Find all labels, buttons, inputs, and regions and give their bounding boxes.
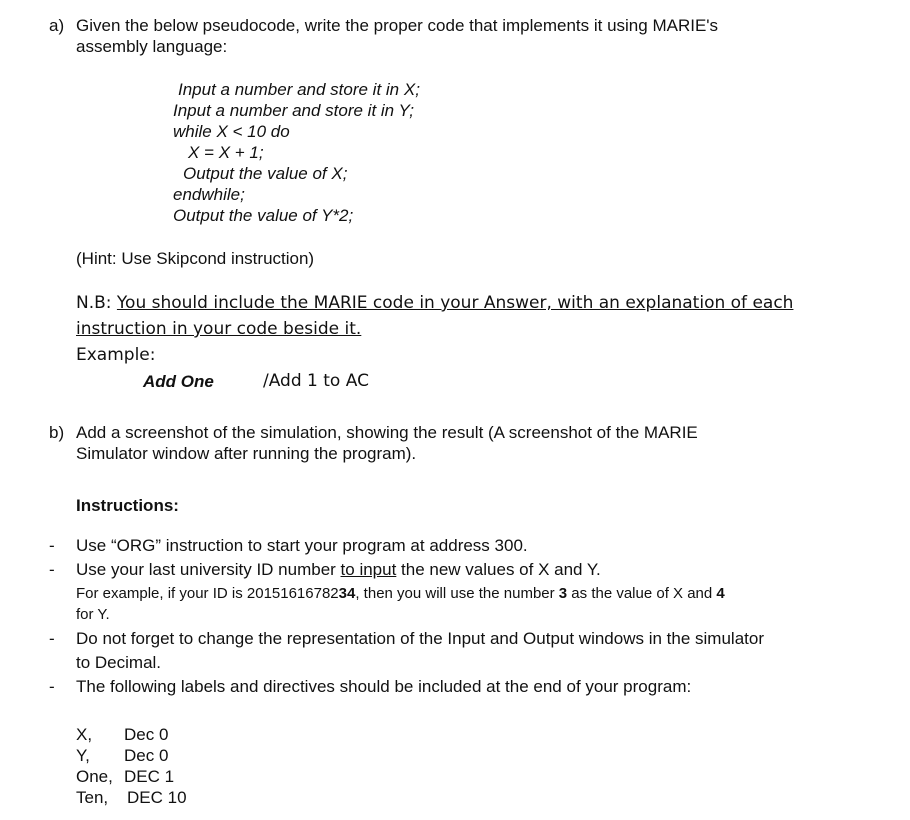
pseudocode-line: Input a number and store it in Y; [173,101,414,120]
text-span: For example, if your ID is 20151616782 [76,585,339,602]
bullet-dash: - [49,560,55,579]
nb-prefix: N.B: [76,293,112,313]
label-name: Y, [76,746,90,765]
part-a-label: a) [49,16,65,35]
text-span: , then you will use the number [355,585,559,602]
nb-underlined-text-line2: instruction in your code beside it. [76,319,362,339]
nb-underlined-text: You should include the MARIE code in your Answer, with an explanation of each [116,293,794,313]
bullet-dash: - [49,677,55,696]
label-directive: Dec 0 [124,746,169,765]
instruction-item-id [76,560,601,580]
bold-digit: 4 [716,585,725,602]
text-span: Use your last university ID number [76,560,341,579]
bullet-dash: - [49,536,55,555]
example-label: Example: [76,345,156,365]
instructions-heading: Instructions: [76,496,179,515]
label-name: Ten, [76,788,109,807]
bullet-dash: - [49,629,55,648]
pseudocode-line: X = X + 1; [188,143,264,162]
bold-digit: 3 [558,585,568,602]
instruction-item-decimal: Do not forget to change the representation of the Input and Output windows in the simulator [76,629,764,648]
hint-text: (Hint: Use Skipcond instruction) [76,249,315,268]
bold-digits: 34 [338,585,356,602]
part-b-text-line2: Simulator window after running the program). [76,444,417,463]
underlined-text: to input [340,560,397,579]
example-code: Add One [143,372,214,391]
part-b-text-line1: Add a screenshot of the simulation, showing the result (A screenshot of the MARIE [76,423,698,442]
pseudocode-line: endwhile; [173,185,245,204]
label-name: X, [76,725,93,744]
pseudocode-line: Output the value of Y*2; [173,206,354,225]
part-b-label: b) [49,423,65,442]
text-span: as the value of X and [567,585,717,602]
part-a-text-line2: assembly language: [76,37,228,56]
instruction-item-labels: The following labels and directives should be included at the end of your program: [76,677,692,696]
pseudocode-line: while X < 10 do [173,122,290,141]
pseudocode-line: Input a number and store it in X; [178,80,420,99]
example-comment: /Add 1 to AC [263,371,369,391]
instruction-item-org: Use “ORG” instruction to start your program at address 300. [76,536,528,555]
pseudocode-line: Output the value of X; [183,164,348,183]
label-directive: DEC 1 [124,767,175,786]
id-example-line [76,585,725,602]
label-directive: DEC 10 [127,788,187,807]
label-name: One, [76,767,113,786]
nb-note [76,293,793,313]
part-a-text-line1: Given the below pseudocode, write the proper code that implements it using MARIE's [76,16,719,35]
instruction-item-decimal-line2: to Decimal. [76,653,162,672]
text-span: the new values of X and Y. [396,560,601,579]
label-directive: Dec 0 [124,725,169,744]
id-example-line2: for Y. [76,606,110,623]
